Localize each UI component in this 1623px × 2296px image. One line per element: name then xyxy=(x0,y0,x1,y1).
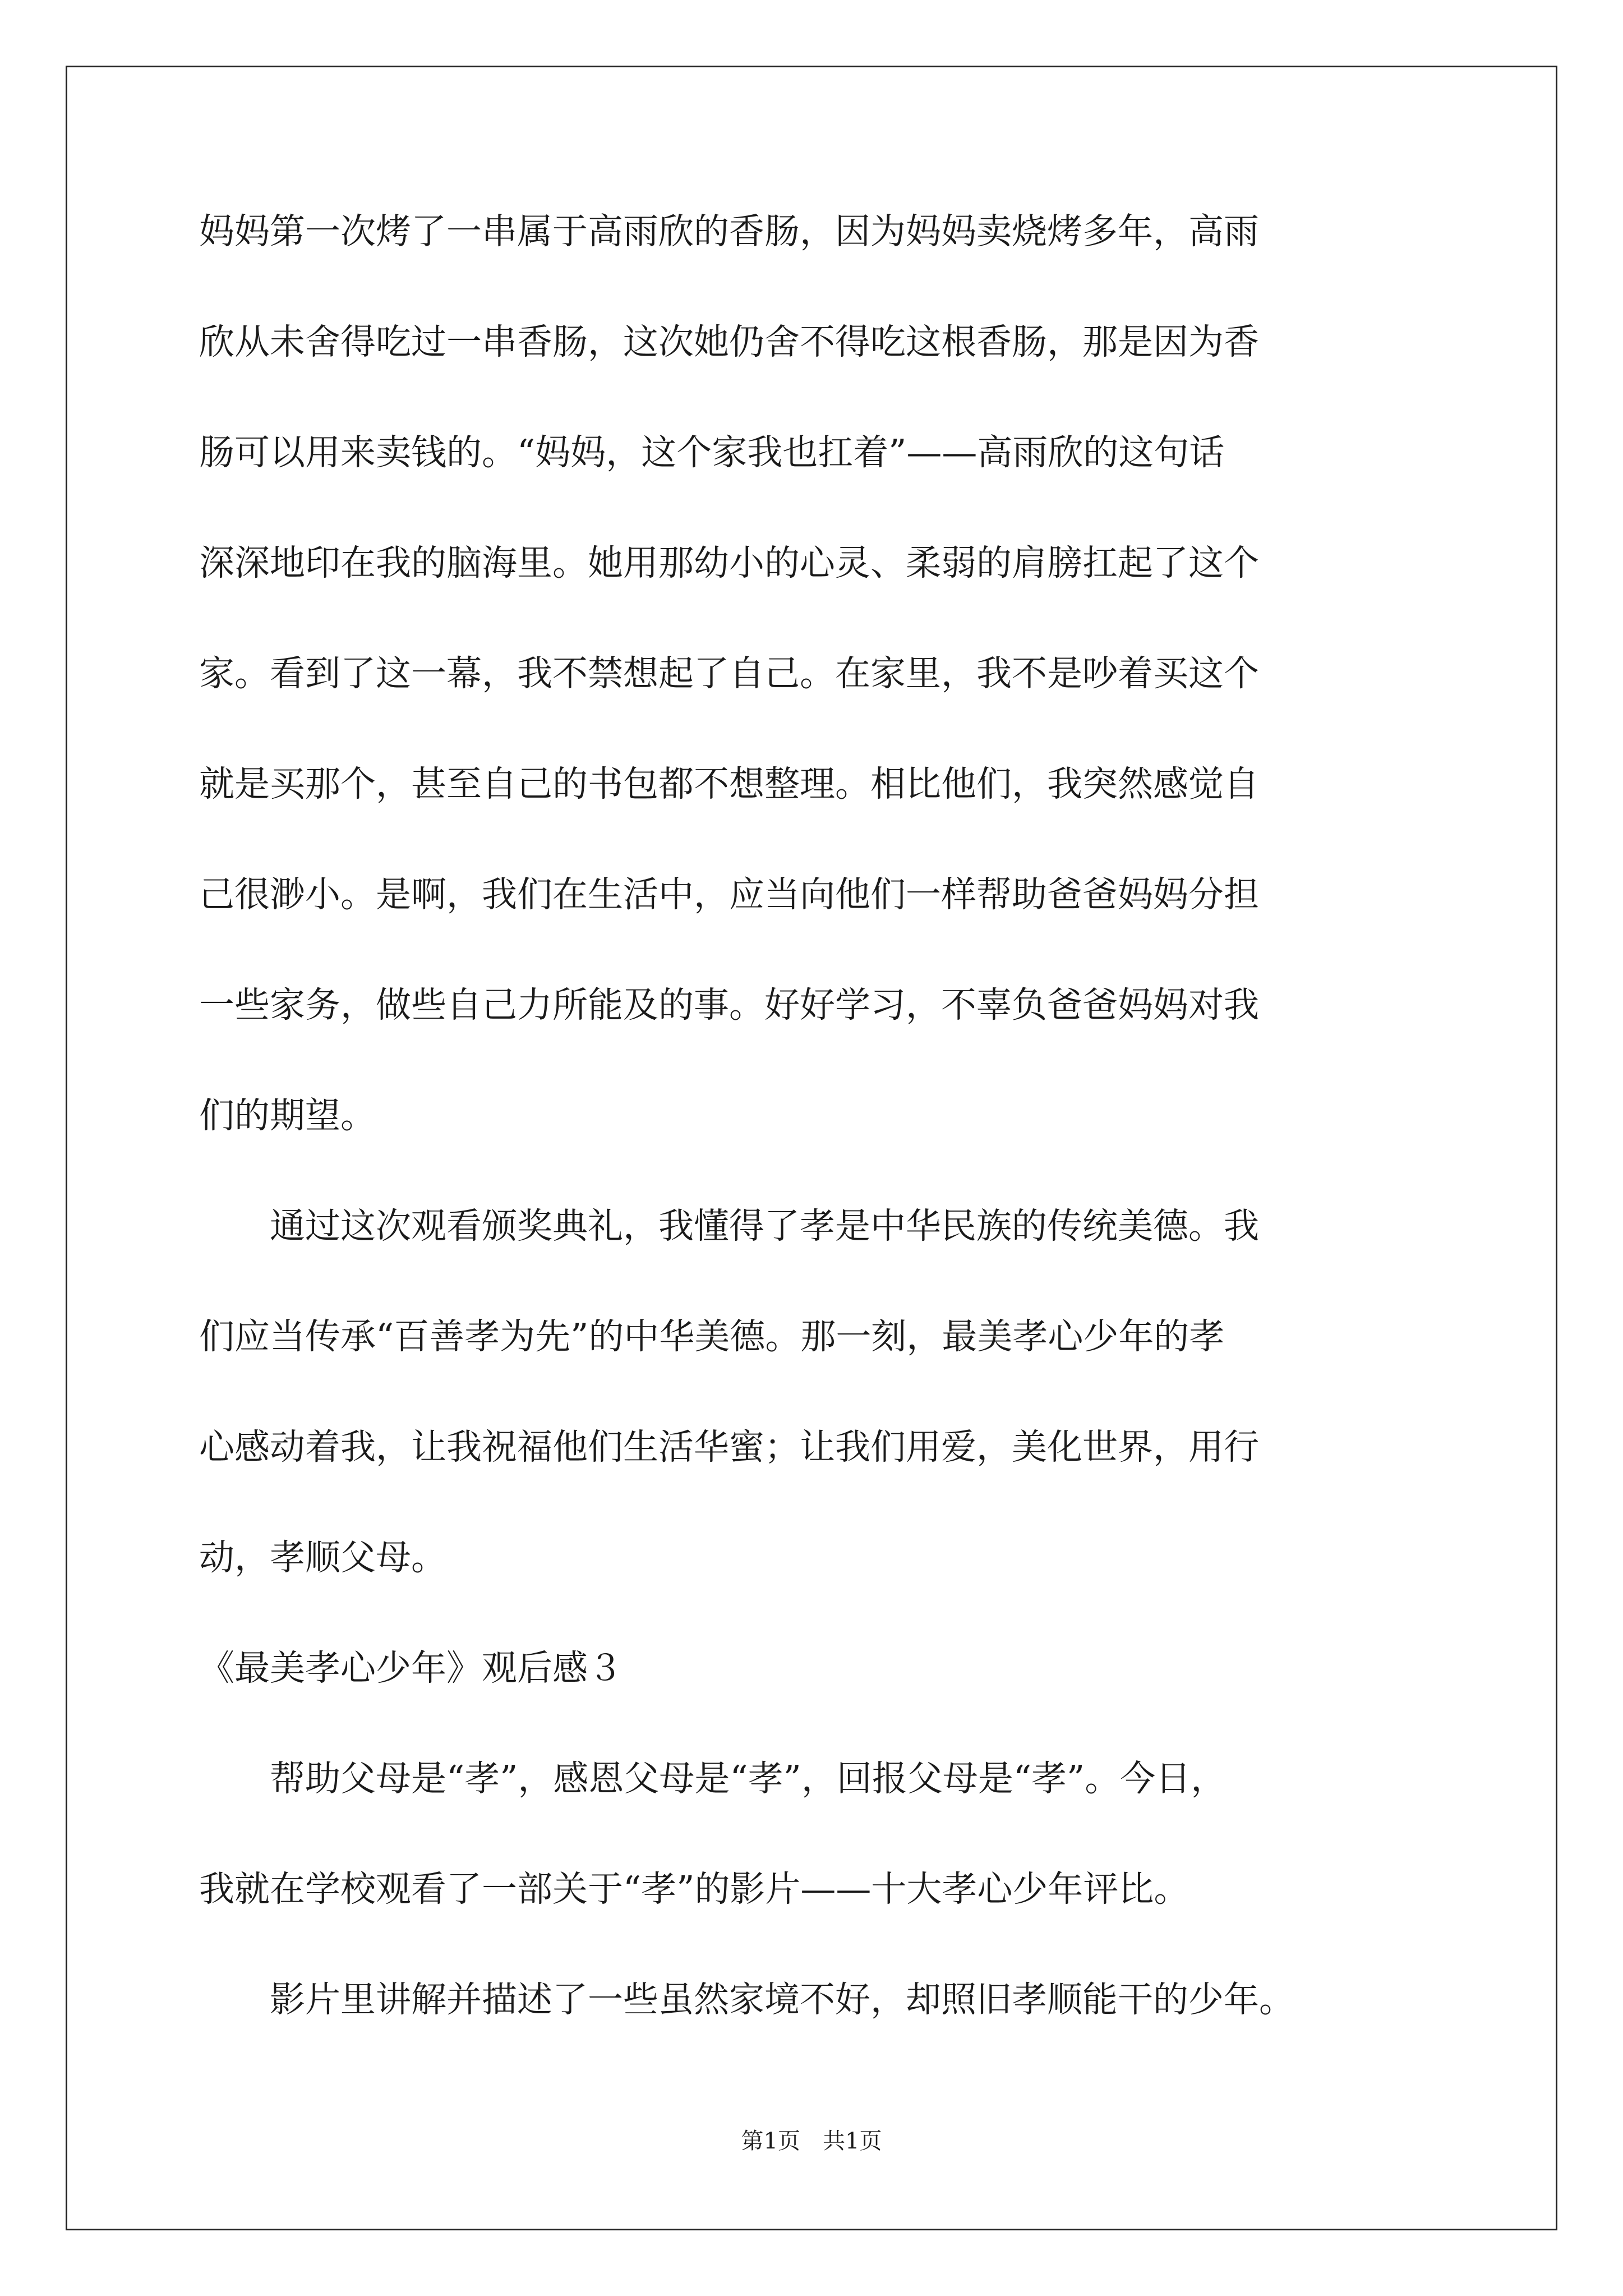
text-line: 深深地印在我的脑海里。她用那幼小的心灵、柔弱的肩膀扛起了这个 xyxy=(199,542,1259,583)
text-line: 们应当传承“百善孝为先”的中华美德。那一刻，最美孝心少年的孝 xyxy=(199,1316,1225,1357)
text-line: 通过这次观看颁奖典礼，我懂得了孝是中华民族的传统美德。我 xyxy=(199,1205,1259,1246)
document-body xyxy=(199,213,1433,2092)
text-line: 们的期望。 xyxy=(199,1095,376,1136)
text-line: 帮助父母是“孝”，感恩父母是“孝”，回报父母是“孝”。今日， xyxy=(199,1758,1227,1799)
text-line: 家。看到了这一幕，我不禁想起了自己。在家里，我不是吵着买这个 xyxy=(199,653,1259,694)
page-footer: 第1页 共1页 xyxy=(741,2128,882,2154)
text-line: 动，孝顺父母。 xyxy=(199,1537,446,1578)
text-line: 一些家务，做些自己力所能及的事。好好学习，不辜负爸爸妈妈对我 xyxy=(199,984,1259,1025)
text-line: 就是买那个，甚至自己的书包都不想整理。相比他们，我突然感觉自 xyxy=(199,763,1259,804)
text-line: 欣从未舍得吃过一串香肠，这次她仍舍不得吃这根香肠，那是因为香 xyxy=(199,321,1259,362)
text-line: 影片里讲解并描述了一些虽然家境不好，却照旧孝顺能干的少年。 xyxy=(199,1979,1294,2020)
text-line: 我就在学校观看了一部关于“孝”的影片——十大孝心少年评比。 xyxy=(199,1869,1189,1910)
text-line: 妈妈第一次烤了一串属于高雨欣的香肠，因为妈妈卖烧烤多年，高雨 xyxy=(199,211,1259,252)
text-line: 肠可以用来卖钱的。“妈妈，这个家我也扛着”——高雨欣的这句话 xyxy=(199,432,1225,473)
section-heading: 《最美孝心少年》观后感３ xyxy=(199,1648,623,1688)
text-line: 心感动着我，让我祝福他们生活华蜜；让我们用爱，美化世界，用行 xyxy=(199,1427,1259,1467)
text-line: 己很渺小。是啊，我们在生活中，应当向他们一样帮助爸爸妈妈分担 xyxy=(199,874,1259,915)
